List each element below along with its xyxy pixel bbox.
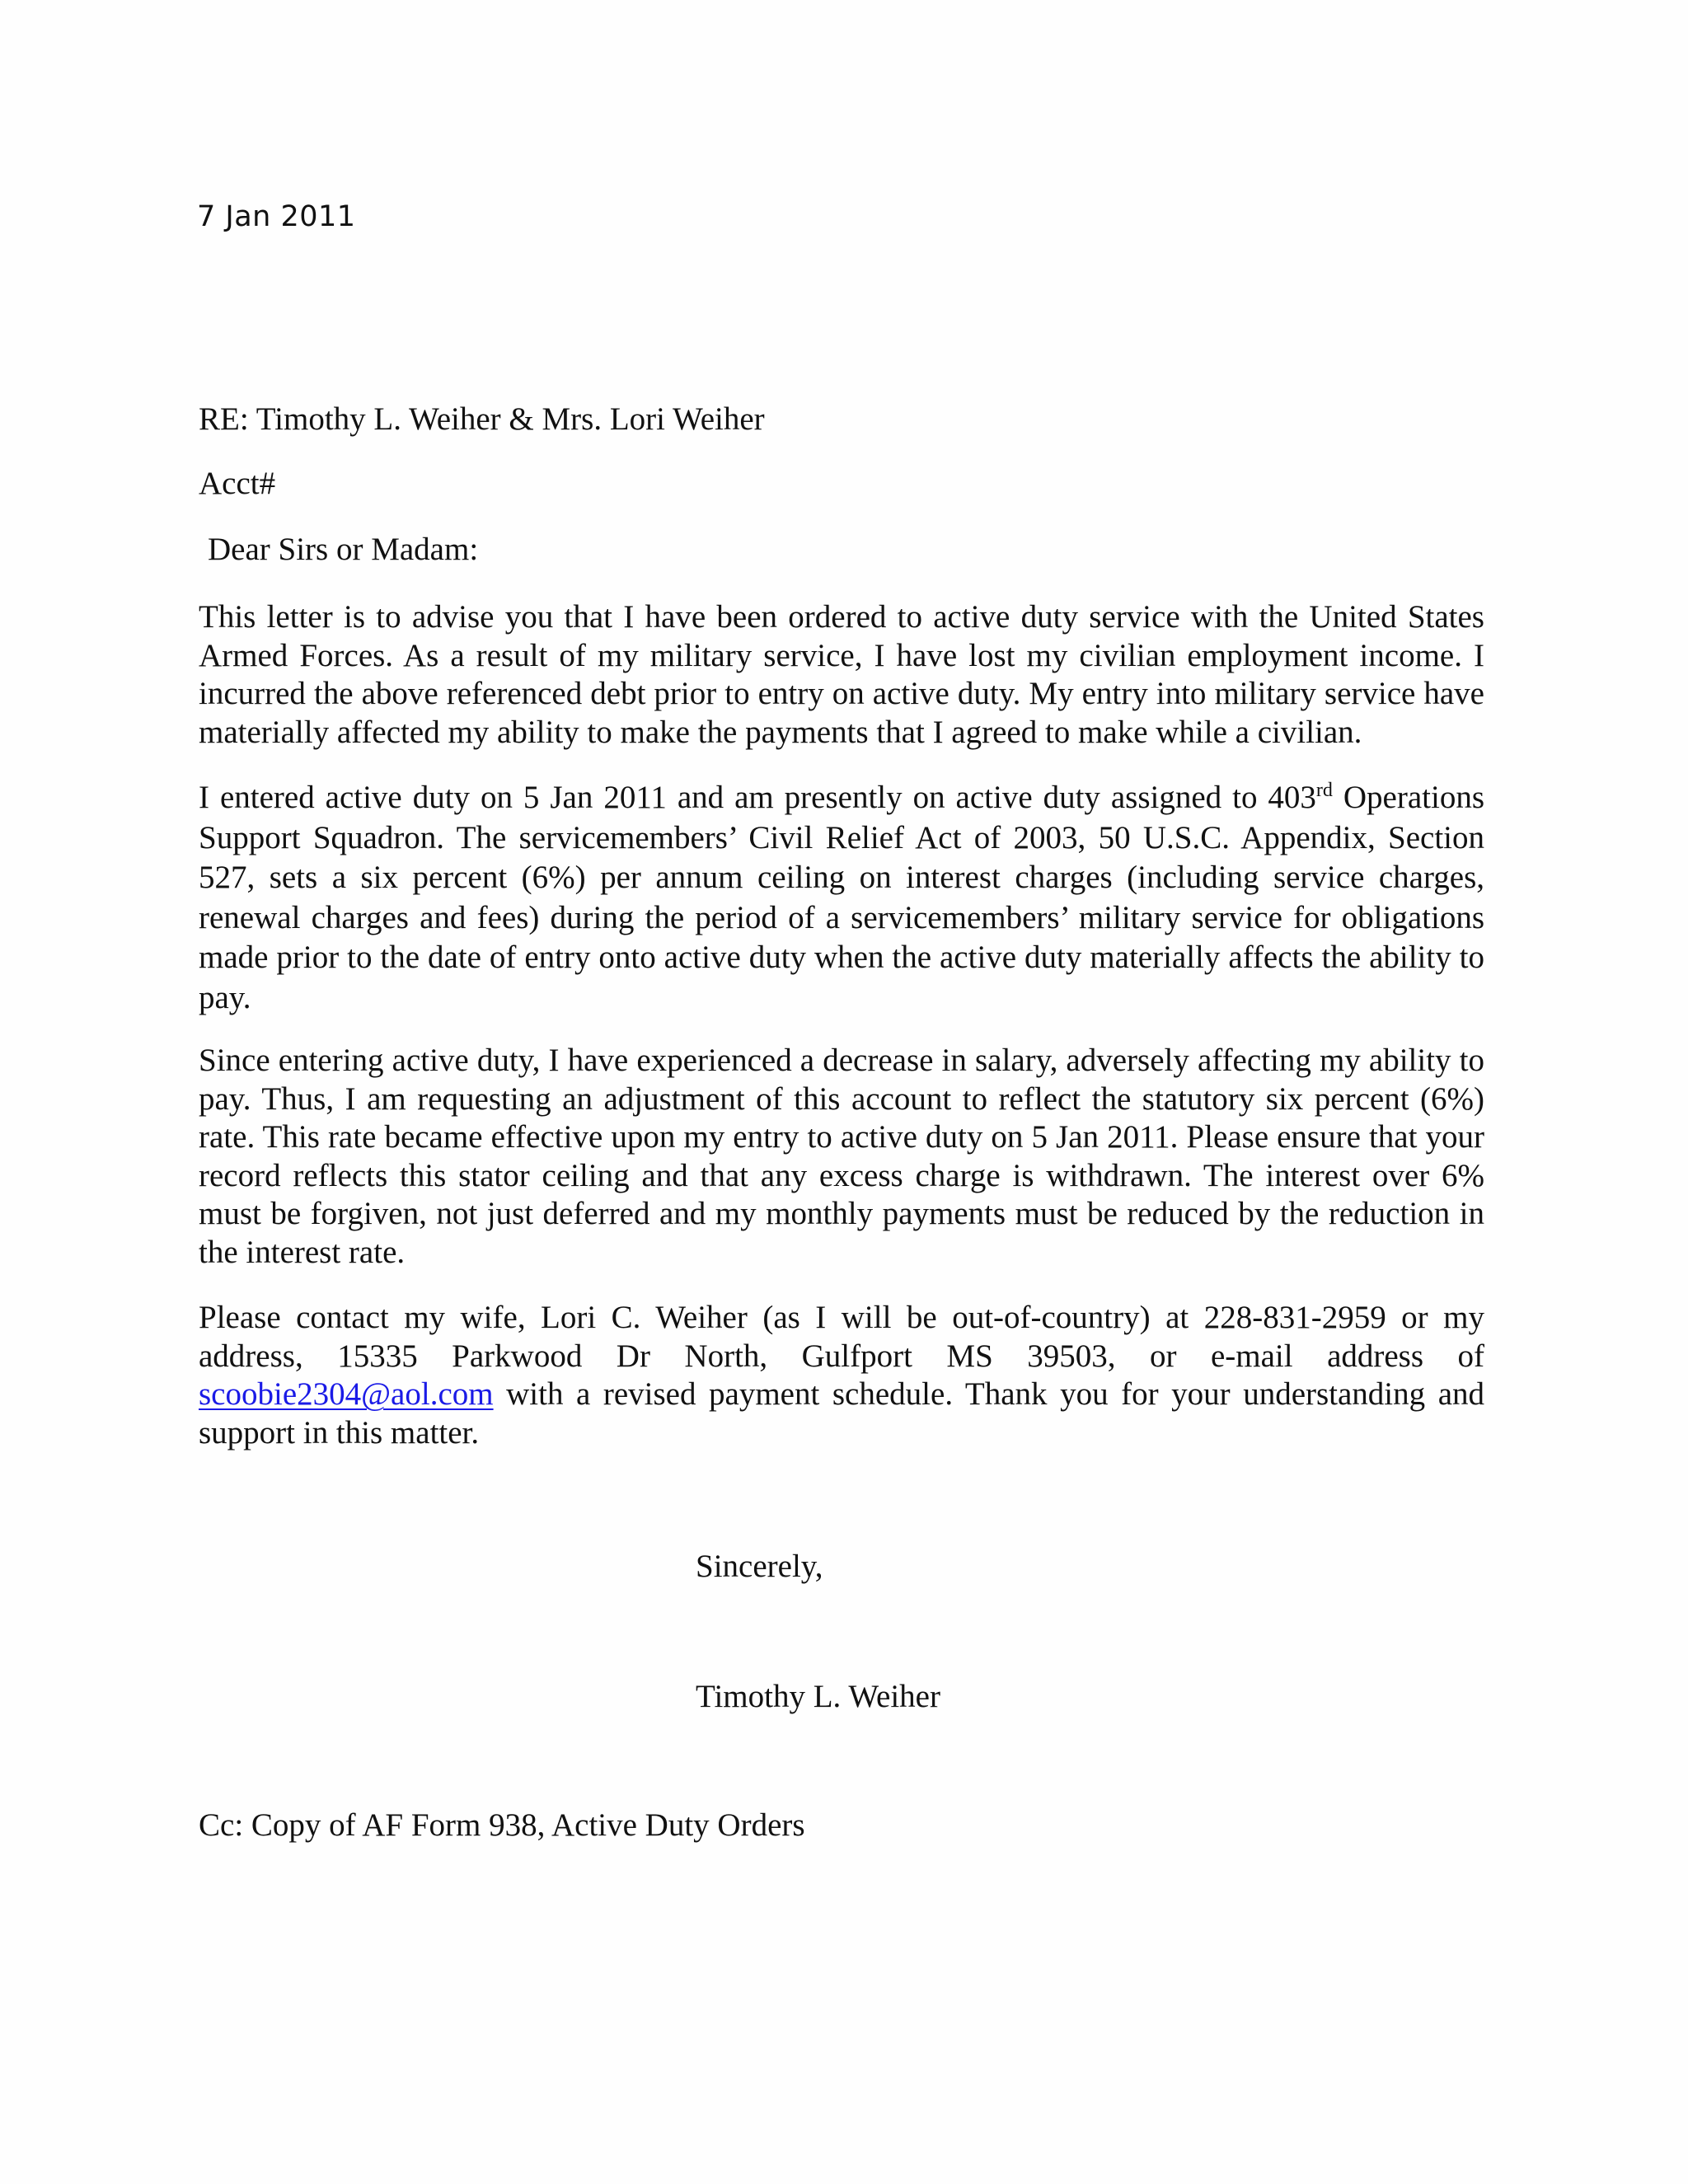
paragraph-rate-request: Since entering active duty, I have experienced a decrease in salary, adversely affecting my ability to pay. Thus, I am requesting an adjustment of this account to reflect the statutory six percent (6%) rate. This rate became effective upon my entry to active duty on 5 Jan 2011. Please ensure that your record reflects this stator ceiling and that any excess charge is withdrawn. The interest over 6% must be forgiven, not just deferred and my monthly payments must be reduced by the reduction in the interest rate. bbox=[199, 1043, 1484, 1270]
contact-text-end: with a revised payment schedule. Thank you for your understanding and support in this matter. bbox=[199, 1376, 1484, 1451]
signer-name: Timothy L. Weiher bbox=[696, 1679, 940, 1714]
closing: Sincerely, bbox=[696, 1549, 823, 1584]
paragraph-relief-act-text-start: I entered active duty on 5 Jan 2011 and am presently on active duty assigned to 403 bbox=[199, 780, 1316, 815]
cc-line: Cc: Copy of AF Form 938, Active Duty Orders bbox=[199, 1807, 805, 1843]
contact-text-start: Please contact my wife, Lori C. Weiher (as I will be out-of-country) at 228-831-2959 or my address, 15335 Parkwood Dr North, Gulfport MS 39503, or e-mail address of bbox=[199, 1300, 1484, 1374]
email-link[interactable]: scoobie2304@aol.com bbox=[199, 1376, 494, 1412]
paragraph-relief-act bbox=[199, 778, 1484, 1018]
re-line: RE: Timothy L. Weiher & Mrs. Lori Weiher bbox=[199, 401, 765, 437]
paragraph-active-duty-notice: This letter is to advise you that I have been ordered to active duty service with the United States Armed Forces. As a result of my military service, I have lost my civilian employment income. I incurred the above referenced debt prior to entry on active duty. My entry into military service have materially affected my ability to make the payments that I agreed to make while a civilian. bbox=[199, 599, 1484, 750]
paragraph-contact-info bbox=[199, 1299, 1484, 1452]
ordinal-superscript: rd bbox=[1315, 780, 1333, 801]
letter-date: 7 Jan 2011 bbox=[197, 200, 356, 233]
account-line: Acct# bbox=[199, 466, 276, 501]
salutation: Dear Sirs or Madam: bbox=[208, 532, 479, 567]
paragraph-relief-act-text-end: Operations Support Squadron. The servicemembers’ Civil Relief Act of 2003, 50 U.S.C. Appendix, Section 527, sets a six percent (6%) per annum ceiling on interest charges (including service charges, renewal charges and fees) during the period of a servicemembers’ military service for obligations made prior to the date of entry onto active duty when the active duty materially affects the ability to pay. bbox=[199, 780, 1484, 1015]
